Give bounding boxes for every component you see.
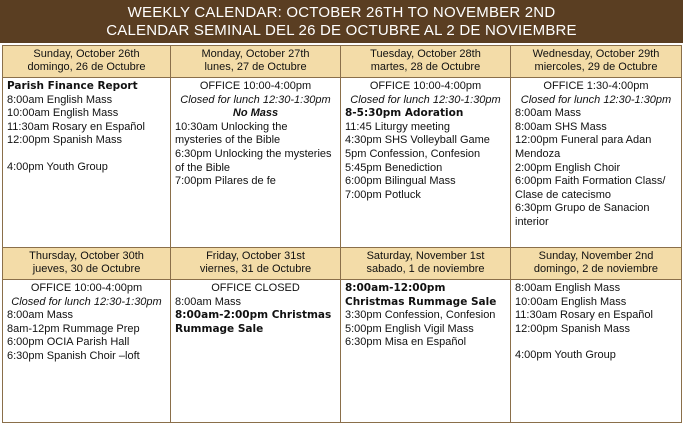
event-line: 6:00pm OCIA Parish Hall [7,336,130,349]
event-line: Parish Finance Report [7,80,138,92]
event-line: 4:30pm SHS Volleyball Game [345,134,490,147]
event-line-blank [515,336,677,349]
event-line: 11:30am Rosary en Español [515,309,653,322]
calendar-header [0,0,683,43]
event-line: 2:00pm English Choir [515,161,621,174]
event-line: 6:30pm Unlocking the mysteries of the Bible [175,147,332,174]
day-header-sunday-nov2 [511,248,682,280]
event-line: 11:30am Rosary en Español [7,120,145,133]
day-body-row [3,78,682,248]
day-name-en: Wednesday, October 29th [532,48,660,60]
day-header-friday-oct31 [171,248,341,280]
event-line: 11:45 Liturgy meeting [345,120,450,133]
event-line: 6:30pm Spanish Choir –loft [7,349,140,362]
day-events-wednesday-oct29 [511,78,682,248]
day-header-tuesday-oct28 [341,46,511,78]
day-body-row [3,280,682,423]
event-line: 8-5:30pm Adoration [345,107,464,120]
lunch-note: Closed for lunch 12:30-1:30pm [520,93,672,106]
event-line: 5:45pm Benediction [345,161,443,174]
event-line: 8:00am-2:00pm Christmas Rummage Sale [175,309,332,335]
day-name-en: Sunday, November 2nd [538,250,654,262]
day-name-en: Friday, October 31st [206,250,305,262]
event-line: 10:00am English Mass [7,107,119,120]
event-line: 6:30pm Misa en Español [345,336,467,349]
day-name-en: Saturday, November 1st [366,250,485,262]
event-line: 12:00pm Spanish Mass [515,322,630,335]
header-title-spanish: CALENDAR SEMINAL DEL 26 DE OCTUBRE AL 2 DE NOVIEMBRE [106,22,577,39]
event-line: 4:00pm Youth Group [515,349,616,362]
event-line: 8:00am English Mass [7,93,113,106]
day-name-es: martes, 28 de Octubre [370,60,481,73]
event-line: 8:00am Mass [7,309,74,322]
event-line-blank [7,148,166,161]
event-line: 7:00pm Pilares de fe [175,175,276,188]
day-header-wednesday-oct29 [511,46,682,78]
event-line: 8:00am English Mass [515,282,621,294]
day-events-friday-oct31 [171,280,341,423]
event-line: 8am-12pm Rummage Prep [7,322,140,335]
office-closed-note: OFFICE CLOSED [211,282,300,294]
day-name-es: jueves, 30 de Octubre [32,262,141,275]
event-line: 6:00pm Faith Formation Class/ Clase de catecismo [515,175,666,201]
office-hours: OFFICE 1:30-4:00pm [543,80,649,92]
event-line: 12:00pm Spanish Mass [7,134,122,147]
day-name-en: Monday, October 27th [201,48,310,60]
day-events-sunday-oct26 [3,78,171,248]
event-line: 6:30pm Grupo de Sanacion interior [515,202,650,228]
lunch-note: Closed for lunch 12:30-1:30pm [180,93,331,106]
event-line: 8:00am Mass [515,107,582,120]
event-line: 3:30pm Confession, Confesion [345,309,496,322]
event-line: 8:00am Mass [175,295,242,308]
day-name-es: domingo, 2 de noviembre [533,262,659,275]
office-hours: OFFICE 10:00-4:00pm [199,80,312,92]
day-name-es: sabado, 1 de noviembre [366,262,485,275]
day-header-saturday-nov1 [341,248,511,280]
office-hours: OFFICE 10:00-4:00pm [369,80,482,92]
day-events-sunday-nov2 [511,280,682,423]
day-name-es: viernes, 31 de Octubre [199,262,312,275]
event-line: 4:00pm Youth Group [7,160,108,173]
lunch-note: Closed for lunch 12:30-1:30pm [350,93,501,106]
no-mass-note: No Mass [232,107,279,120]
event-line: 5:00pm English Vigil Mass [345,322,474,335]
event-line: 10:30am Unlocking the mysteries of the Bible [175,120,288,147]
event-line: 10:00am English Mass [515,295,627,308]
event-line: 12:00pm Funeral para Adan Mendoza [515,134,652,160]
event-line: 8:00am SHS Mass [515,120,607,133]
weekly-calendar-table [2,45,682,423]
event-line: 7:00pm Potluck [345,188,421,201]
day-header-sunday-oct26 [3,46,171,78]
day-name-es: lunes, 27 de Octubre [204,60,307,73]
day-events-monday-oct27 [171,78,341,248]
event-line: 5pm Confession, Confesion [345,147,481,160]
day-name-es: domingo, 26 de Octubre [27,60,146,73]
day-name-en: Thursday, October 30th [29,250,144,262]
day-events-tuesday-oct28 [341,78,511,248]
day-name-es: miercoles, 29 de Octubre [534,60,658,73]
day-header-thursday-oct30 [3,248,171,280]
day-events-thursday-oct30 [3,280,171,423]
event-line: 8:00am-12:00pm Christmas Rummage Sale [345,282,497,308]
day-header-monday-oct27 [171,46,341,78]
day-name-en: Sunday, October 26th [33,48,140,60]
day-header-row [3,248,682,280]
day-events-saturday-nov1 [341,280,511,423]
event-line: 6:00pm Bilingual Mass [345,175,456,188]
day-name-en: Tuesday, October 28th [370,48,481,60]
office-hours: OFFICE 10:00-4:00pm [30,282,143,294]
day-header-row [3,46,682,78]
header-title-english: WEEKLY CALENDAR: OCTOBER 26TH TO NOVEMBER 2ND [127,4,556,21]
lunch-note: Closed for lunch 12:30-1:30pm [11,295,162,308]
